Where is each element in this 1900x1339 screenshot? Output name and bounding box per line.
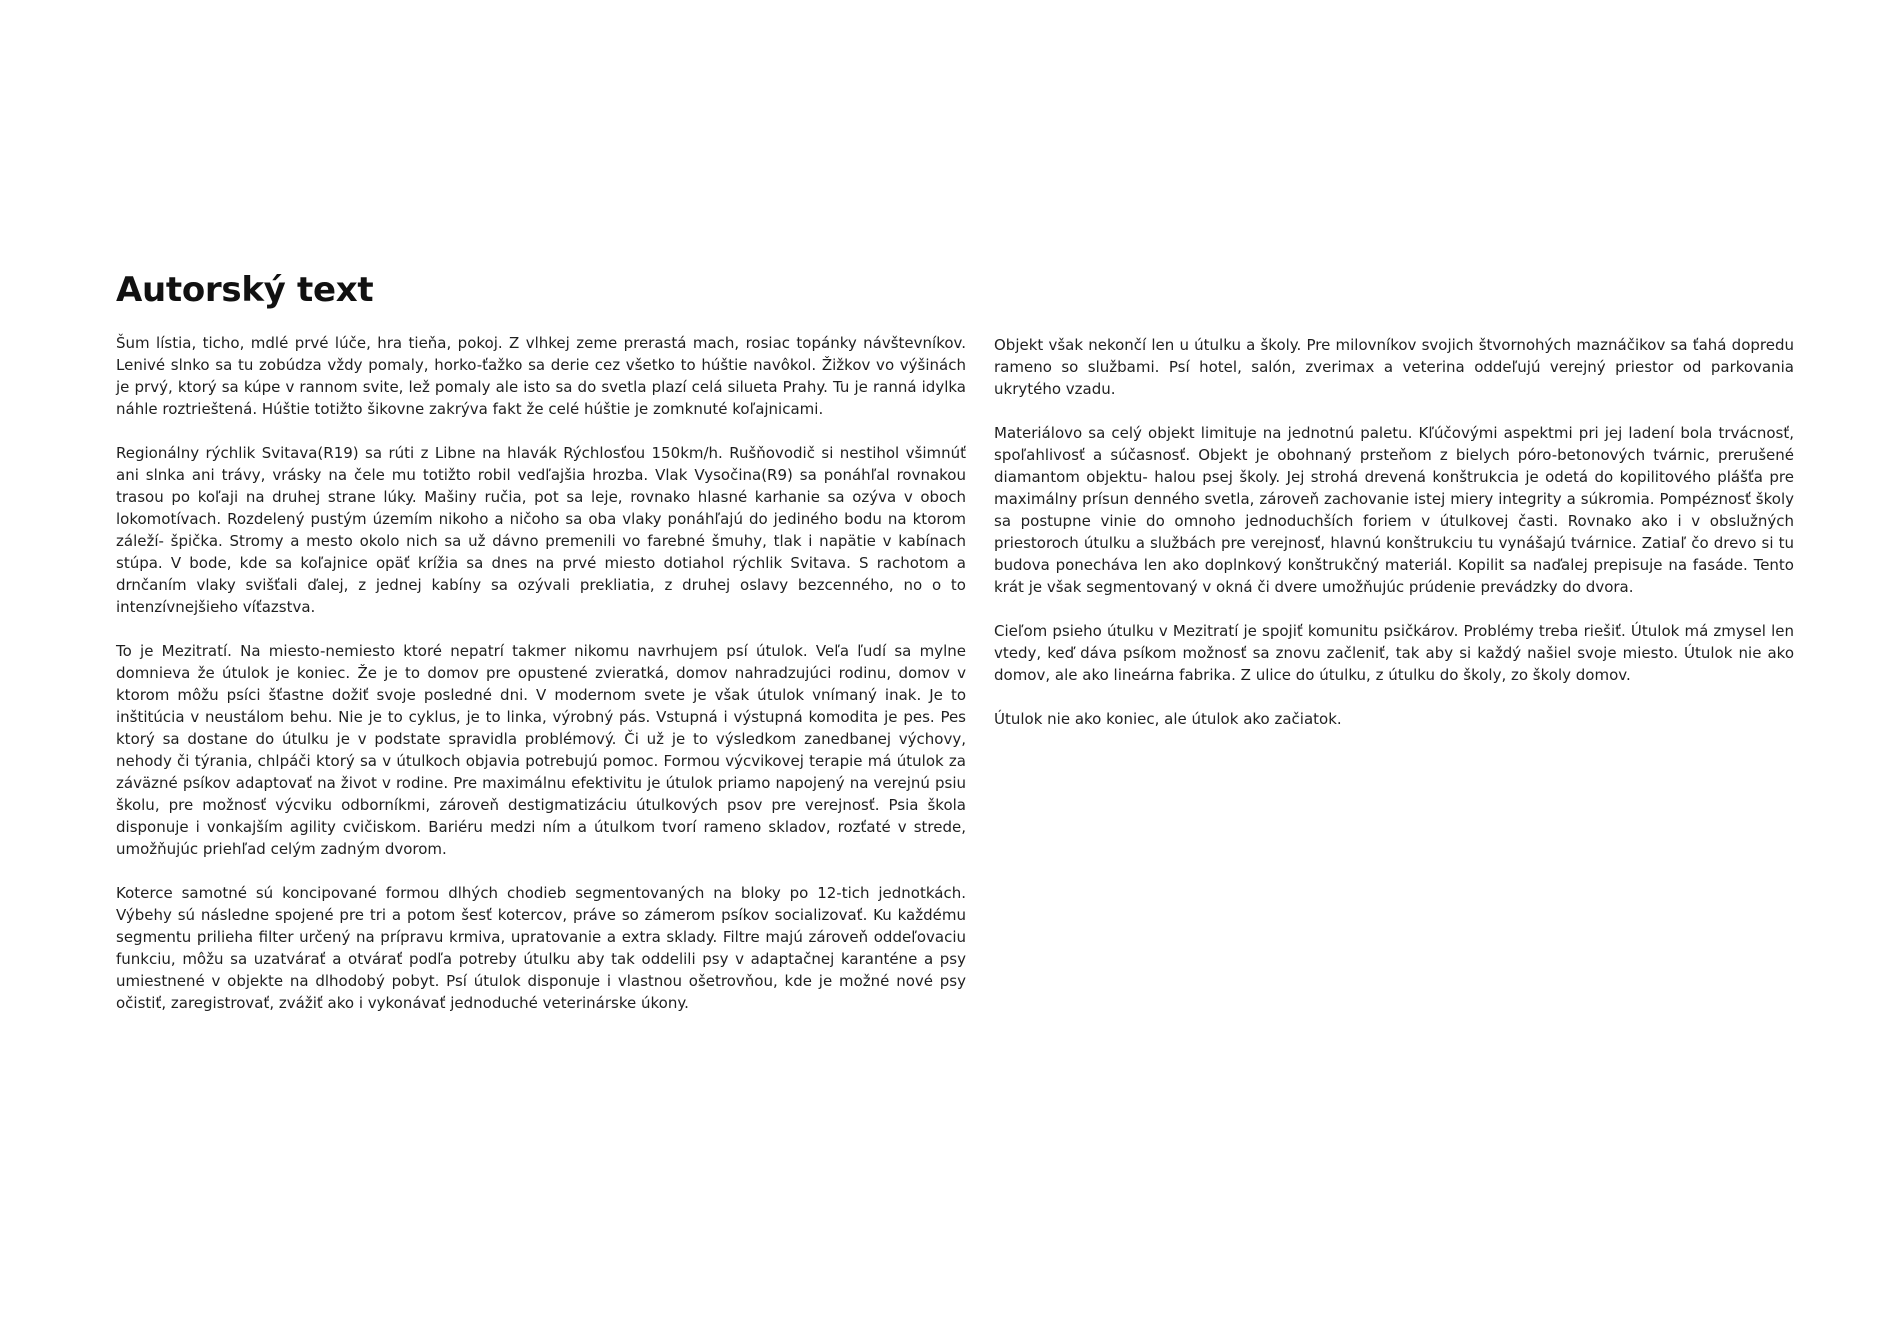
paragraph: Materiálovo sa celý objekt limituje na jednotnú paletu. Kľúčovými aspektmi pri jej ladení bola trvácnosť, spoľahlivosť a súčasnosť. Objekt je obohnaný prsteňom z bielych póro-betonových tvárnic, prerušené diamantom objektu- halou psej školy. Jej strohá drevená konštrukcia je odetá do kopilitového plášťa pre maximálny prísun denného svetla, zároveň zachovanie istej miery integrity a súkromia. Pompéznosť školy sa postupne vinie do omnoho jednoduchších foriem v útulkovej časti. Rovnako ako i v obslužných priestoroch útulku a službách pre verejnosť, hlavnú konštrukciu tu vynášajú tvárnice. Zatiaľ čo drevo si tu budova ponecháva len ako doplnkový konštrukčný materiál. Kopilit sa naďalej prepisuje na fasáde. Tento krát je však segmentovaný v okná či dvere umožňujúc prúdenie prevádzky do dvora. bbox=[994, 424, 1794, 596]
paragraph: To je Mezitratí. Na miesto-nemiesto ktoré nepatrí takmer nikomu navrhujem psí útulok. Veľa ľudí sa mylne domnieva že útulok je koniec. Že je to domov pre opustené zvieratká, domov nahradzujúci rodinu, domov v ktorom môžu psíci šťastne dožiť svoje posledné dni. V modernom svete je však útulok vnímaný inak. Je to inštitúcia v neustálom behu. Nie je to cyklus, je to linka, výrobný pás. Vstupná i výstupná komodita je pes. Pes ktorý sa dostane do útulku je v podstate spravidla problémový. Či už je to výsledkom zanedbanej výchovy, nehody či týrania, chlpáči ktorý sa v útulkoch objavia potrebujú pomoc. Formou výcvikovej terapie má útulok za záväzné psíkov adaptovať na život v rodine. Pre maximálnu efektivitu je útulok priamo napojený na verejnú psiu školu, pre možnosť výcviku odborníkmi, zároveň destigmatizáciu útulkových psov pre verejnosť. Psia škola disponuje i vonkajším agility cvičiskom. Bariéru medzi ním a útulkom tvorí rameno skladov, rozťaté v strede, umožňujúc priehľad celým zadným dvorom. bbox=[116, 642, 966, 858]
paragraph: Objekt však nekončí len u útulku a školy. Pre milovníkov svojich štvornohých maznáčikov sa ťahá dopredu rameno so službami. Psí hotel, salón, zverimax a veterina oddeľujú verejný priestor od parkovania ukrytého vzadu. bbox=[994, 336, 1794, 398]
paragraph: Koterce samotné sú koncipované formou dlhých chodieb segmentovaných na bloky po 12-tich jednotkách. Výbehy sú následne spojené pre tri a potom šesť kotercov, práve so zámerom psíkov socializovať. Ku každému segmentu prilieha filter určený na prípravu krmiva, upratovanie a extra sklady. Filtre majú zároveň oddeľovaciu funkciu, môžu sa uzatvárať a otvárať podľa potreby útulku aby tak oddelili psy v adaptačnej karanténe a psy umiestnené v objekte na dlhodobý pobyt. Psí útulok disponuje i vlastnou ošetrovňou, kde je možné nové psy očistiť, zaregistrovať, zvážiť ako i vykonávať jednoduché veterinárske úkony. bbox=[116, 884, 966, 1012]
text-column-right bbox=[994, 334, 1794, 752]
paragraph: Regionálny rýchlik Svitava(R19) sa rúti z Libne na hlavák Rýchlosťou 150km/h. Rušňovodič si nestihol všimnúť ani slnka ani trávy, vrásky na čele mu totižto robil vedľajšia hrozba. Vlak Vysočina(R9) sa ponáhľal rovnakou trasou po koľaji na druhej strane lúky. Mašiny ručia, pot sa leje, rovnako hlasné karhanie sa ozýva v oboch lokomotívach. Rozdelený pustým územím nikoho a ničoho sa oba vlaky ponáhľajú do jediného bodu na ktorom záleží- špička. Stromy a mesto okolo nich sa už dávno premenili vo farebné šmuhy, tlak i napätie v kabínach stúpa. V bode, kde sa koľajnice opäť krížia sa dnes na prvé miesto dotiahol rýchlik Svitava. S rachotom a drnčaním vlaky svišťali ďalej, z jednej kabíny sa ozývali prekliatia, z druhej oslavy bezcenného, no o to intenzívnejšieho víťazstva. bbox=[116, 444, 966, 616]
paragraph: Útulok nie ako koniec, ale útulok ako začiatok. bbox=[994, 710, 1342, 728]
page-title: Autorský text bbox=[116, 270, 374, 310]
text-column-left bbox=[116, 332, 966, 1036]
paragraph: Šum lístia, ticho, mdlé prvé lúče, hra tieňa, pokoj. Z vlhkej zeme prerastá mach, rosiac topánky návštevníkov. Lenivé slnko sa tu zobúdza vždy pomaly, horko-ťažko sa derie cez všetko to húštie navôkol. Žižkov vo výšinách je prvý, ktorý sa kúpe v rannom svite, lež pomaly ale isto sa do svetla plazí celá silueta Prahy. Tu je ranná idylka náhle roztrieštená. Húštie totižto šikovne zakrýva fakt že celé húštie je zomknuté koľajnicami. bbox=[116, 334, 966, 418]
paragraph: Cieľom psieho útulku v Mezitratí je spojiť komunitu psičkárov. Problémy treba riešiť. Útulok má zmysel len vtedy, keď dáva psíkom možnosť sa znovu začleniť, tak aby si každý našiel svoje miesto. Útulok nie ako domov, ale ako lineárna fabrika. Z ulice do útulku, z útulku do školy, zo školy domov. bbox=[994, 622, 1794, 684]
